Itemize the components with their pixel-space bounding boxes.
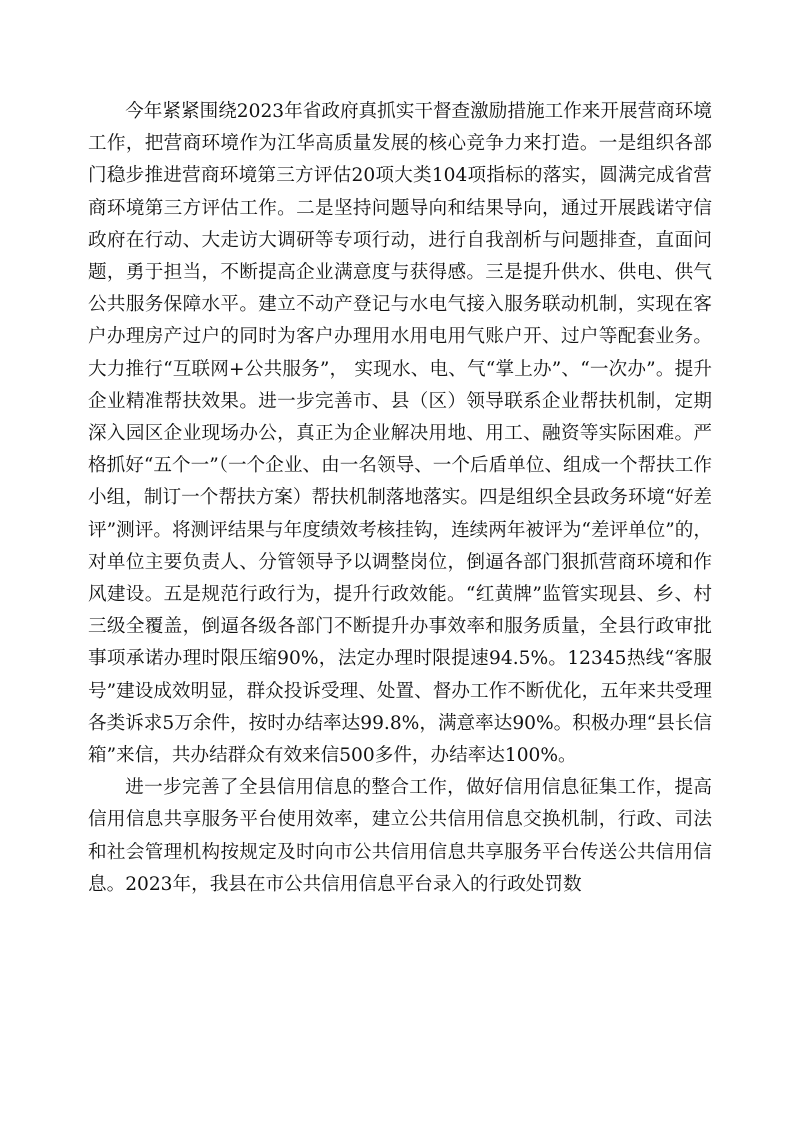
document-body [88,96,712,901]
paragraph-credit-information: 进一步完善了全县信用信息的整合工作，做好信用信息征集工作，提高信用信息共享服务平台使用效率，建立公共信用信息交换机制，行政、司法和社会管理机构按规定及时向市公共信用信息共享服务平台传送公共信用信息。2023年，我县在市公共信用信息平台录入的行政处罚数 [88,777,712,895]
paragraph-business-environment: 今年紧紧围绕2023年省政府真抓实干督查激励措施工作来开展营商环境工作，把营商环境作为江华高质量发展的核心竞争力来打造。一是组织各部门稳步推进营商环境第三方评估20项大类104项指标的落实，圆满完成省营商环境第三方评估工作。二是坚持问题导向和结果导向，通过开展践诺守信政府在行动、大走访大调研等专项行动，进行自我剖析与问题排查，直面问题，勇于担当，不断提高企业满意度与获得感。三是提升供水、供电、供气公共服务保障水平。建立不动产登记与水电气接入服务联动机制，实现在客户办理房产过户的同时为客户办理用水用电用气账户开、过户等配套业务。大力推行“互联网+公共服务”， 实现水、电、气“掌上办”、“一次办”。提升企业精准帮扶效果。进一步完善市、县（区）领导联系企业帮扶机制，定期深入园区企业现场办公，真正为企业解决用地、用工、融资等实际困难。严格抓好“五个一”（一个企业、由一名领导、一个后盾单位、组成一个帮扶工作小组，制订一个帮扶方案）帮扶机制落地落实。四是组织全县政务环境“好差评”测评。将测评结果与年度绩效考核挂钩，连续两年被评为“差评单位”的，对单位主要负责人、分管领导予以调整岗位，倒逼各部门狠抓营商环境和作风建设。五是规范行政行为，提升行政效能。“红黄牌”监管实现县、乡、村三级全覆盖，倒逼各级各部门不断提升办事效率和服务质量，全县行政审批事项承诺办理时限压缩90%，法定办理时限提速94.5%。12345热线“客服号”建设成效明显，群众投诉受理、处置、督办工作不断优化，五年来共受理各类诉求5万余件，按时办结率达99.8%，满意率达90%。积极办理“县长信箱”来信，共办结群众有效来信500多件，办结率达100%。 [88,101,712,767]
